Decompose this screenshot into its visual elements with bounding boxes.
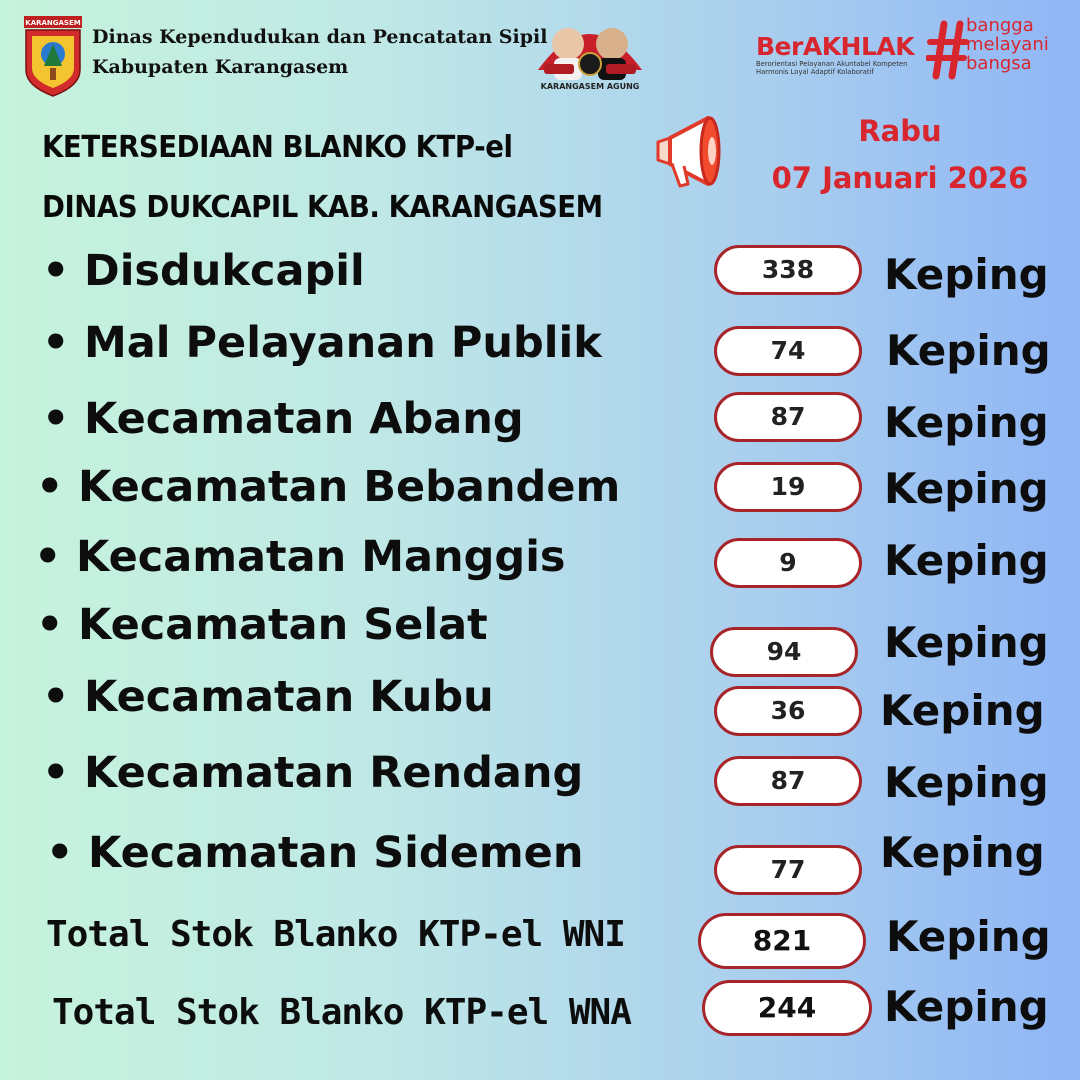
list-item [46, 828, 583, 878]
karangasem-logo [22, 14, 84, 98]
org-name-line1: Dinas Kependudukan dan Pencatatan Sipil [92, 26, 548, 48]
item-label: Kecamatan Rendang [84, 748, 584, 798]
list-bullet: • [36, 600, 64, 650]
megaphone-icon [650, 108, 734, 192]
list-item [34, 532, 566, 582]
date-block [760, 108, 1040, 202]
unit-label: Keping [884, 536, 1049, 585]
unit-label: Keping [880, 828, 1045, 877]
item-label: Kecamatan Kubu [84, 672, 494, 722]
list-bullet: • [42, 318, 70, 368]
bangga-melayani-bangsa [966, 16, 1049, 73]
list-item [42, 748, 583, 798]
list-bullet: • [42, 394, 70, 444]
unit-label: Keping [884, 398, 1049, 447]
org-name-line2: Kabupaten Karangasem [92, 56, 349, 78]
unit-label: Keping [886, 912, 1051, 961]
list-item [42, 672, 494, 722]
stock-value: 19 [714, 462, 862, 512]
campaign-caption: KARANGASEM AGUNG [540, 82, 640, 91]
berakhlak-word: BerAKHLAK [756, 32, 915, 61]
unit-label: Keping [884, 758, 1049, 807]
stock-value: 36 [714, 686, 862, 736]
list-item [42, 318, 602, 368]
unit-label: Keping [884, 982, 1049, 1031]
list-item [36, 600, 488, 650]
unit-label: Keping [886, 326, 1051, 375]
item-label: Mal Pelayanan Publik [84, 318, 602, 368]
list-bullet: • [46, 828, 74, 878]
list-item [42, 246, 365, 296]
item-label: Disdukcapil [84, 246, 365, 296]
berakhlak-logo [756, 32, 914, 77]
unit-label: Keping [880, 686, 1045, 735]
item-label: Kecamatan Selat [78, 600, 488, 650]
list-bullet: • [36, 462, 64, 512]
logo-label: KARANGASEM [25, 19, 81, 27]
title-line1: KETERSEDIAAN BLANKO KTP-el [42, 130, 513, 165]
stock-value: 87 [714, 392, 862, 442]
list-item [36, 462, 620, 512]
berakhlak-sub1: Berorientasi Pelayanan Akuntabel Kompeten [756, 60, 908, 68]
unit-label: Keping [884, 250, 1049, 299]
stock-value: 9 [714, 538, 862, 588]
berakhlak-sub2: Harmonis Loyal Adaptif Kolaboratif [756, 68, 874, 76]
page-title [42, 118, 603, 238]
list-item [42, 394, 524, 444]
item-label: Kecamatan Sidemen [88, 828, 584, 878]
item-label: Kecamatan Abang [84, 394, 524, 444]
bangga-line1: bangga [966, 15, 1034, 36]
date-full: 07 Januari 2026 [771, 161, 1029, 195]
stock-value: 74 [714, 326, 862, 376]
list-bullet: • [42, 672, 70, 722]
item-label: Kecamatan Bebandem [78, 462, 621, 512]
organization-name [92, 22, 547, 82]
item-label: Kecamatan Manggis [76, 532, 566, 582]
total-wna-label: Total Stok Blanko KTP-el WNA [52, 992, 631, 1033]
title-line2: DINAS DUKCAPIL KAB. KARANGASEM [42, 190, 603, 225]
unit-label: Keping [884, 464, 1049, 513]
date-day: Rabu [858, 114, 942, 148]
total-wni-value: 821 [698, 913, 866, 969]
bangga-line2: melayani [966, 34, 1049, 55]
total-wna-value: 244 [702, 980, 872, 1036]
stock-value: 94 [710, 627, 858, 677]
list-bullet: • [42, 748, 70, 798]
stock-value: 87 [714, 756, 862, 806]
stock-value: 77 [714, 845, 862, 895]
stock-value: 338 [714, 245, 862, 295]
unit-label: Keping [884, 618, 1049, 667]
list-bullet: • [34, 532, 62, 582]
list-bullet: • [42, 246, 70, 296]
bangga-line3: bangsa [966, 53, 1032, 74]
total-wni-label: Total Stok Blanko KTP-el WNI [46, 914, 625, 955]
